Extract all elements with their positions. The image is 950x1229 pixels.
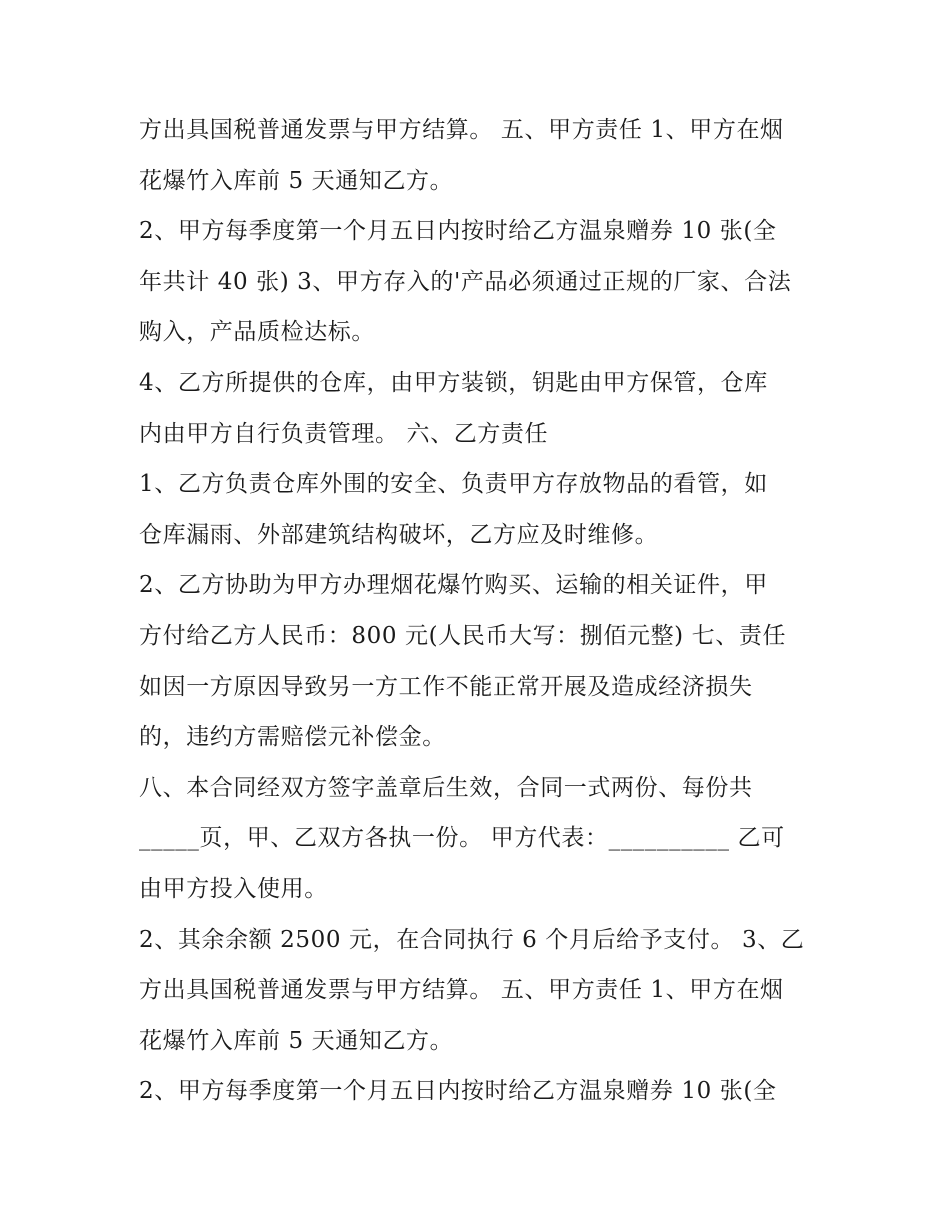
text-line: 2、甲方每季度第一个月五日内按时给乙方温泉赠券 10 张(全 — [139, 1078, 777, 1105]
text-line: 花爆竹入库前 5 天通知乙方。 — [139, 1027, 454, 1054]
text-line: 方出具国税普通发票与甲方结算。 五、甲方责任 1、甲方在烟 — [139, 977, 784, 1004]
text-line: 如因一方原因导致另一方工作不能正常开展及造成经济损失 — [139, 673, 753, 700]
text-line: 购入，产品质检达标。 — [139, 319, 375, 346]
text-line: 1、乙方负责仓库外围的安全、负责甲方存放物品的看管，如 — [139, 471, 768, 498]
text-line: 2、乙方协助为甲方办理烟花爆竹购买、运输的相关证件，甲 — [139, 572, 768, 599]
text-line: 2、甲方每季度第一个月五日内按时给乙方温泉赠券 10 张(全 — [139, 218, 777, 245]
text-line: _____页，甲、乙双方各执一份。 甲方代表：__________ 乙可 — [139, 825, 785, 852]
document-body — [139, 105, 819, 1117]
text-line: 仓库漏雨、外部建筑结构破坏，乙方应及时维修。 — [139, 521, 659, 548]
text-line: 方出具国税普通发票与甲方结算。 五、甲方责任 1、甲方在烟 — [139, 117, 784, 143]
text-line: 年共计 40 张) 3、甲方存入的'产品必须通过正规的厂家、合法 — [139, 268, 792, 295]
text-line: 2、其余余额 2500 元，在合同执行 6 个月后给予支付。 3、乙 — [139, 926, 805, 953]
text-line: 的，违约方需赔偿元补偿金。 — [139, 724, 446, 751]
text-line: 内由甲方自行负责管理。 六、乙方责任 — [139, 420, 549, 447]
text-line: 4、乙方所提供的仓库，由甲方装锁，钥匙由甲方保管，仓库 — [139, 369, 768, 396]
text-line: 方付给乙方人民币：800 元(人民币大写：捌佰元整) 七、责任 — [139, 622, 787, 649]
text-line: 由甲方投入使用。 — [139, 875, 328, 902]
text-line: 花爆竹入库前 5 天通知乙方。 — [139, 167, 454, 194]
text-line: 八、本合同经双方签字盖章后生效，合同一式两份、每份共 — [139, 774, 753, 801]
